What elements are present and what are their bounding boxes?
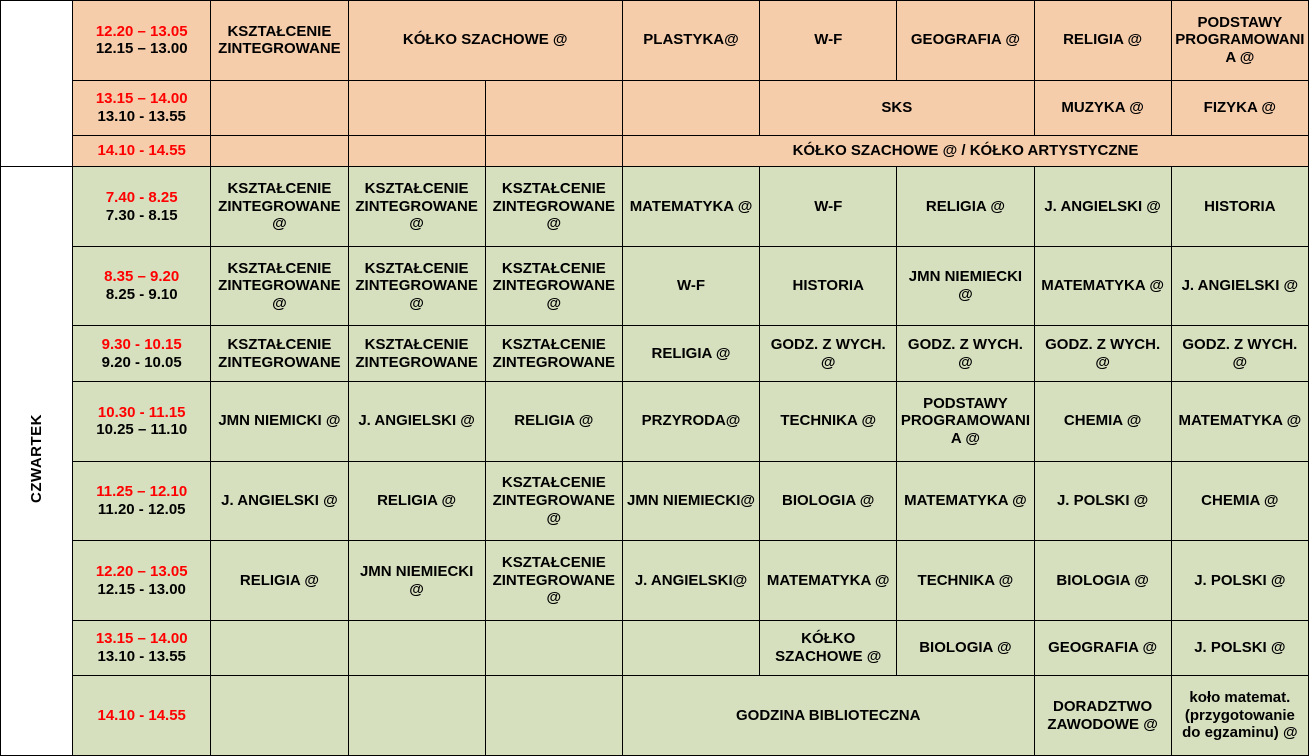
lesson-cell: KSZTAŁCENIE ZINTEGROWANE @ — [485, 541, 622, 621]
schedule-row — [1, 381, 1309, 461]
lesson-cell: GODZ. Z WYCH. @ — [1171, 326, 1308, 381]
lesson-cell: GODZ. Z WYCH. @ — [1034, 326, 1171, 381]
time-cell — [73, 167, 211, 247]
lesson-cell: BIOLOGIA @ — [897, 620, 1034, 675]
lesson-cell: KSZTAŁCENIE ZINTEGROWANE @ — [348, 167, 485, 247]
lesson-cell: KÓŁKO SZACHOWE @ / KÓŁKO ARTYSTYCZNE — [622, 136, 1308, 167]
empty-cell — [485, 676, 622, 756]
empty-cell — [622, 80, 759, 135]
schedule-row — [1, 326, 1309, 381]
lesson-cell: BIOLOGIA @ — [1034, 541, 1171, 621]
lesson-cell: GODZINA BIBLIOTECZNA — [622, 676, 1034, 756]
schedule-row — [1, 80, 1309, 135]
time-primary: 10.30 - 11.15 — [97, 403, 186, 421]
time-primary: 8.35 – 9.20 — [104, 268, 180, 286]
lesson-cell: GEOGRAFIA @ — [1034, 620, 1171, 675]
lesson-cell: MATEMATYKA @ — [897, 461, 1034, 541]
empty-cell — [211, 80, 348, 135]
time-cell — [73, 620, 211, 675]
empty-cell — [348, 676, 485, 756]
lesson-cell: HISTORIA — [760, 246, 897, 326]
lesson-cell: HISTORIA — [1171, 167, 1308, 247]
lesson-cell: PRZYRODA@ — [622, 381, 759, 461]
schedule-row — [1, 167, 1309, 247]
time-secondary: 12.15 - 13.00 — [97, 580, 186, 598]
lesson-cell: W-F — [760, 1, 897, 81]
lesson-cell: RELIGIA @ — [211, 541, 348, 621]
lesson-cell: J. POLSKI @ — [1171, 541, 1308, 621]
time-cell — [73, 381, 211, 461]
lesson-cell: RELIGIA @ — [622, 326, 759, 381]
lesson-cell: GEOGRAFIA @ — [897, 1, 1034, 81]
lesson-cell: MATEMATYKA @ — [760, 541, 897, 621]
schedule-row — [1, 1, 1309, 81]
lesson-cell: KSZTAŁCENIE ZINTEGROWANE — [211, 326, 348, 381]
lesson-cell: J. POLSKI @ — [1171, 620, 1308, 675]
day-label: CZWARTEK — [27, 414, 45, 504]
day-spacer-cell — [1, 1, 73, 167]
lesson-cell: KSZTAŁCENIE ZINTEGROWANE @ — [211, 246, 348, 326]
lesson-cell: KSZTAŁCENIE ZINTEGROWANE — [485, 326, 622, 381]
empty-cell — [485, 80, 622, 135]
lesson-cell: J. ANGIELSKI @ — [211, 461, 348, 541]
lesson-cell: J. ANGIELSKI @ — [1171, 246, 1308, 326]
lesson-cell: TECHNIKA @ — [760, 381, 897, 461]
time-secondary: 13.10 - 13.55 — [97, 107, 186, 125]
time-cell — [73, 461, 211, 541]
empty-cell — [348, 80, 485, 135]
schedule-row — [1, 246, 1309, 326]
lesson-cell: SKS — [760, 80, 1034, 135]
time-secondary: 13.10 - 13.55 — [97, 648, 186, 666]
lesson-cell: JMN NIEMICKI @ — [211, 381, 348, 461]
lesson-cell: MATEMATYKA @ — [1034, 246, 1171, 326]
empty-cell — [211, 136, 348, 167]
schedule-row — [1, 136, 1309, 167]
time-cell — [73, 136, 211, 167]
empty-cell — [622, 620, 759, 675]
schedule-row — [1, 541, 1309, 621]
empty-cell — [211, 620, 348, 675]
time-cell — [73, 80, 211, 135]
schedule-row — [1, 461, 1309, 541]
lesson-cell: J. ANGIELSKI @ — [1034, 167, 1171, 247]
time-primary: 14.10 - 14.55 — [97, 142, 186, 160]
lesson-cell: W-F — [760, 167, 897, 247]
time-secondary: 9.20 - 10.05 — [101, 353, 182, 371]
lesson-cell: KSZTAŁCENIE ZINTEGROWANE @ — [485, 461, 622, 541]
lesson-cell: RELIGIA @ — [1034, 1, 1171, 81]
lesson-cell: RELIGIA @ — [485, 381, 622, 461]
lesson-cell: CHEMIA @ — [1034, 381, 1171, 461]
lesson-cell: KSZTAŁCENIE ZINTEGROWANE — [348, 326, 485, 381]
lesson-cell: PLASTYKA@ — [622, 1, 759, 81]
time-primary: 12.20 – 13.05 — [95, 22, 188, 40]
time-cell — [73, 676, 211, 756]
lesson-cell: J. ANGIELSKI @ — [348, 381, 485, 461]
lesson-cell: KSZTAŁCENIE ZINTEGROWANE @ — [348, 246, 485, 326]
empty-cell — [485, 136, 622, 167]
time-primary: 14.10 - 14.55 — [97, 706, 186, 724]
lesson-cell: J. ANGIELSKI@ — [622, 541, 759, 621]
lesson-cell: KSZTAŁCENIE ZINTEGROWANE — [211, 1, 348, 81]
time-primary: 13.15 – 14.00 — [95, 630, 188, 648]
lesson-cell: MUZYKA @ — [1034, 80, 1171, 135]
lesson-cell: BIOLOGIA @ — [760, 461, 897, 541]
time-primary: 13.15 – 14.00 — [95, 90, 188, 108]
lesson-cell: FIZYKA @ — [1171, 80, 1308, 135]
time-cell — [73, 326, 211, 381]
lesson-cell: JMN NIEMIECKI@ — [622, 461, 759, 541]
lesson-cell: RELIGIA @ — [348, 461, 485, 541]
lesson-cell: KSZTAŁCENIE ZINTEGROWANE @ — [485, 167, 622, 247]
empty-cell — [485, 620, 622, 675]
lesson-cell: TECHNIKA @ — [897, 541, 1034, 621]
lesson-cell: GODZ. Z WYCH. @ — [760, 326, 897, 381]
lesson-cell: J. POLSKI @ — [1034, 461, 1171, 541]
empty-cell — [211, 676, 348, 756]
lesson-cell: KSZTAŁCENIE ZINTEGROWANE @ — [211, 167, 348, 247]
empty-cell — [348, 136, 485, 167]
time-cell — [73, 541, 211, 621]
lesson-cell: KSZTAŁCENIE ZINTEGROWANE @ — [485, 246, 622, 326]
lesson-cell: koło matemat. (przygotowanie do egzaminu) @ — [1171, 676, 1308, 756]
lesson-cell: MATEMATYKA @ — [1171, 381, 1308, 461]
lesson-cell: KÓŁKO SZACHOWE @ — [760, 620, 897, 675]
time-primary: 9.30 - 10.15 — [101, 335, 182, 353]
time-cell — [73, 246, 211, 326]
day-label-cell — [1, 167, 73, 756]
time-secondary: 7.30 - 8.15 — [105, 206, 178, 224]
time-cell — [73, 1, 211, 81]
lesson-cell: PODSTAWY PROGRAMOWANIA @ — [1171, 1, 1308, 81]
time-secondary: 8.25 - 9.10 — [105, 286, 178, 304]
schedule-row — [1, 676, 1309, 756]
empty-cell — [348, 620, 485, 675]
lesson-cell: DORADZTWO ZAWODOWE @ — [1034, 676, 1171, 756]
lesson-cell: CHEMIA @ — [1171, 461, 1308, 541]
schedule-row — [1, 620, 1309, 675]
lesson-cell: JMN NIEMIECKI @ — [897, 246, 1034, 326]
time-primary: 11.25 – 12.10 — [96, 483, 188, 501]
time-primary: 12.20 – 13.05 — [95, 562, 188, 580]
time-secondary: 10.25 – 11.10 — [96, 421, 188, 439]
time-primary: 7.40 - 8.25 — [105, 188, 178, 206]
lesson-cell: RELIGIA @ — [897, 167, 1034, 247]
lesson-cell: GODZ. Z WYCH. @ — [897, 326, 1034, 381]
lesson-cell: PODSTAWY PROGRAMOWANIA @ — [897, 381, 1034, 461]
lesson-cell: MATEMATYKA @ — [622, 167, 759, 247]
lesson-cell: KÓŁKO SZACHOWE @ — [348, 1, 622, 81]
time-secondary: 12.15 – 13.00 — [95, 40, 188, 58]
lesson-cell: JMN NIEMIECKI @ — [348, 541, 485, 621]
time-secondary: 11.20 - 12.05 — [97, 500, 186, 518]
lesson-cell: W-F — [622, 246, 759, 326]
